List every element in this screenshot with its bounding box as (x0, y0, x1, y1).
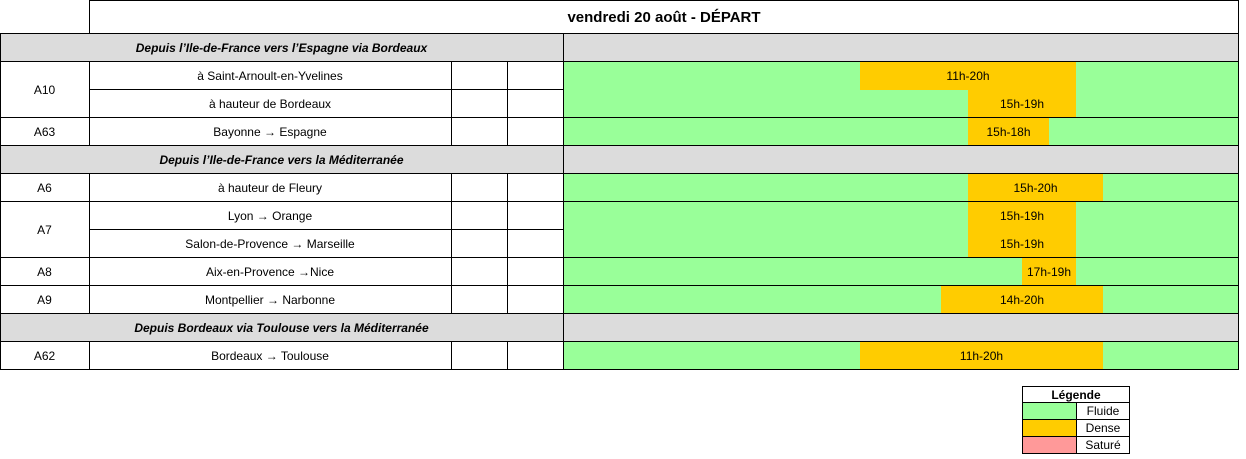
road-label: A62 (33, 349, 56, 363)
segment-label: Salon-de-Provence → Marseille (185, 237, 355, 251)
road-label: A63 (33, 125, 56, 139)
road-label: A9 (37, 293, 52, 307)
dense-bar: 11h-20h (860, 342, 1103, 370)
legend-label-fluide: Fluide (1076, 402, 1130, 420)
road-label: A10 (33, 83, 56, 97)
section-header: Depuis l’Ile-de-France vers l’Espagne via Bordeaux (0, 34, 563, 62)
segment-label: à hauteur de Bordeaux (208, 97, 332, 111)
section-header: Depuis Bordeaux via Toulouse vers la Méditerranée (0, 314, 563, 342)
fluide-bar (563, 202, 1239, 230)
road-label: A6 (37, 181, 52, 195)
legend-label-dense: Dense (1076, 419, 1130, 437)
fluide-bar (563, 90, 1239, 118)
road-label: A7 (37, 223, 52, 237)
legend-swatch-sature (1022, 436, 1077, 454)
road-label: A8 (37, 265, 52, 279)
dense-bar: 15h-18h (968, 118, 1049, 146)
section-header-fill (563, 314, 1239, 342)
legend-title: Légende (1022, 386, 1130, 403)
fluide-bar (563, 118, 1239, 146)
dense-bar: 15h-19h (968, 90, 1076, 118)
legend-swatch-fluide (1022, 402, 1077, 420)
segment-label: Bayonne → Espagne (213, 125, 327, 139)
segment-label: à hauteur de Fleury (217, 181, 323, 195)
dense-bar: 17h-19h (1022, 258, 1076, 286)
dense-bar: 14h-20h (941, 286, 1103, 314)
section-header-fill (563, 146, 1239, 174)
segment-label: Aix-en-Provence →Nice (205, 265, 335, 279)
segment-label: Bordeaux → Toulouse (211, 349, 329, 363)
legend-swatch-dense (1022, 419, 1077, 437)
segment-label: à Saint-Arnoult-en-Yvelines (197, 69, 343, 83)
dense-bar: 15h-19h (968, 230, 1076, 258)
legend-label-sature: Saturé (1076, 436, 1130, 454)
dense-bar: 15h-20h (968, 174, 1103, 202)
dense-bar: 11h-20h (860, 62, 1076, 90)
dense-bar: 15h-19h (968, 202, 1076, 230)
fluide-bar (563, 286, 1239, 314)
segment-label: Lyon → Orange (227, 209, 313, 223)
page-title: vendredi 20 août - DÉPART (89, 0, 1239, 34)
segment-label: Montpellier → Narbonne (204, 293, 336, 307)
fluide-bar (563, 174, 1239, 202)
fluide-bar (563, 230, 1239, 258)
section-header-fill (563, 34, 1239, 62)
section-header: Depuis l’Ile-de-France vers la Méditerranée (0, 146, 563, 174)
fluide-bar (563, 258, 1239, 286)
